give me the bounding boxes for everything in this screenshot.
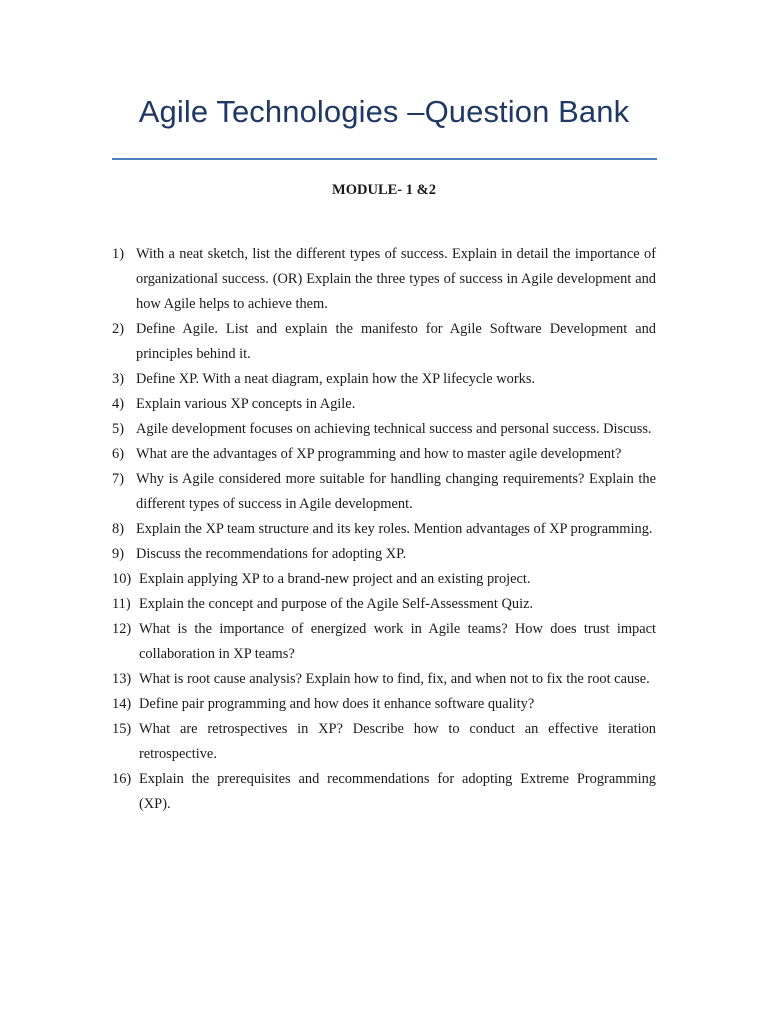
question-item [112, 417, 656, 442]
question-number: 2) [112, 321, 124, 337]
question-text: Discuss the recommendations for adopting XP. [136, 546, 407, 562]
question-item [112, 617, 656, 667]
question-text: What is root cause analysis? Explain how to find, fix, and when not to fix the root cause. [139, 671, 650, 687]
question-list [112, 242, 656, 817]
question-number: 12) [112, 621, 132, 637]
question-number: 8) [112, 521, 124, 537]
question-item [112, 367, 656, 392]
question-item [112, 667, 656, 692]
question-number: 14) [112, 696, 132, 712]
question-item [112, 542, 656, 567]
question-number: 13) [112, 671, 132, 687]
question-text: Explain the prerequisites and recommendations for adopting Extreme Programming (XP). [139, 771, 656, 812]
question-text: What is the importance of energized work in Agile teams? How does trust impact collaboration in XP teams? [139, 621, 656, 662]
question-text: What are the advantages of XP programming and how to master agile development? [136, 446, 622, 462]
question-item [112, 567, 656, 592]
question-text: With a neat sketch, list the different types of success. Explain in detail the importance of organizational success. (OR) Explain the three types of success in Agile development and how Agile helps to achieve them. [136, 246, 656, 312]
question-text: What are retrospectives in XP? Describe how to conduct an effective iteration retrospective. [139, 721, 656, 762]
question-number: 10) [112, 571, 132, 587]
document-title: Agile Technologies –Question Bank [138, 94, 630, 129]
question-item [112, 767, 656, 817]
question-text: Define pair programming and how does it enhance software quality? [139, 696, 535, 712]
question-text: Why is Agile considered more suitable for handling changing requirements? Explain the different types of success in Agile development. [136, 471, 656, 512]
question-text: Define Agile. List and explain the manifesto for Agile Software Development and principles behind it. [136, 321, 656, 362]
question-text: Explain the XP team structure and its key roles. Mention advantages of XP programming. [136, 521, 653, 537]
question-number: 4) [112, 396, 124, 412]
question-text: Explain applying XP to a brand-new project and an existing project. [139, 571, 531, 587]
title-divider [112, 158, 657, 160]
question-number: 15) [112, 721, 132, 737]
module-heading: MODULE- 1 &2 [332, 182, 436, 198]
question-item [112, 692, 656, 717]
question-item [112, 392, 656, 417]
question-number: 1) [112, 246, 124, 262]
question-item [112, 592, 656, 617]
question-item [112, 442, 656, 467]
question-number: 9) [112, 546, 124, 562]
question-number: 7) [112, 471, 124, 487]
question-item [112, 517, 656, 542]
question-text: Define XP. With a neat diagram, explain how the XP lifecycle works. [136, 371, 536, 387]
question-item [112, 467, 656, 517]
question-number: 6) [112, 446, 124, 462]
question-text: Agile development focuses on achieving technical success and personal success. Discuss. [136, 421, 652, 437]
question-text: Explain various XP concepts in Agile. [136, 396, 356, 412]
question-item [112, 317, 656, 367]
question-number: 5) [112, 421, 124, 437]
question-item [112, 717, 656, 767]
question-number: 11) [112, 596, 131, 612]
question-number: 16) [112, 771, 132, 787]
question-text: Explain the concept and purpose of the Agile Self-Assessment Quiz. [139, 596, 534, 612]
question-number: 3) [112, 371, 124, 387]
question-item [112, 242, 656, 317]
